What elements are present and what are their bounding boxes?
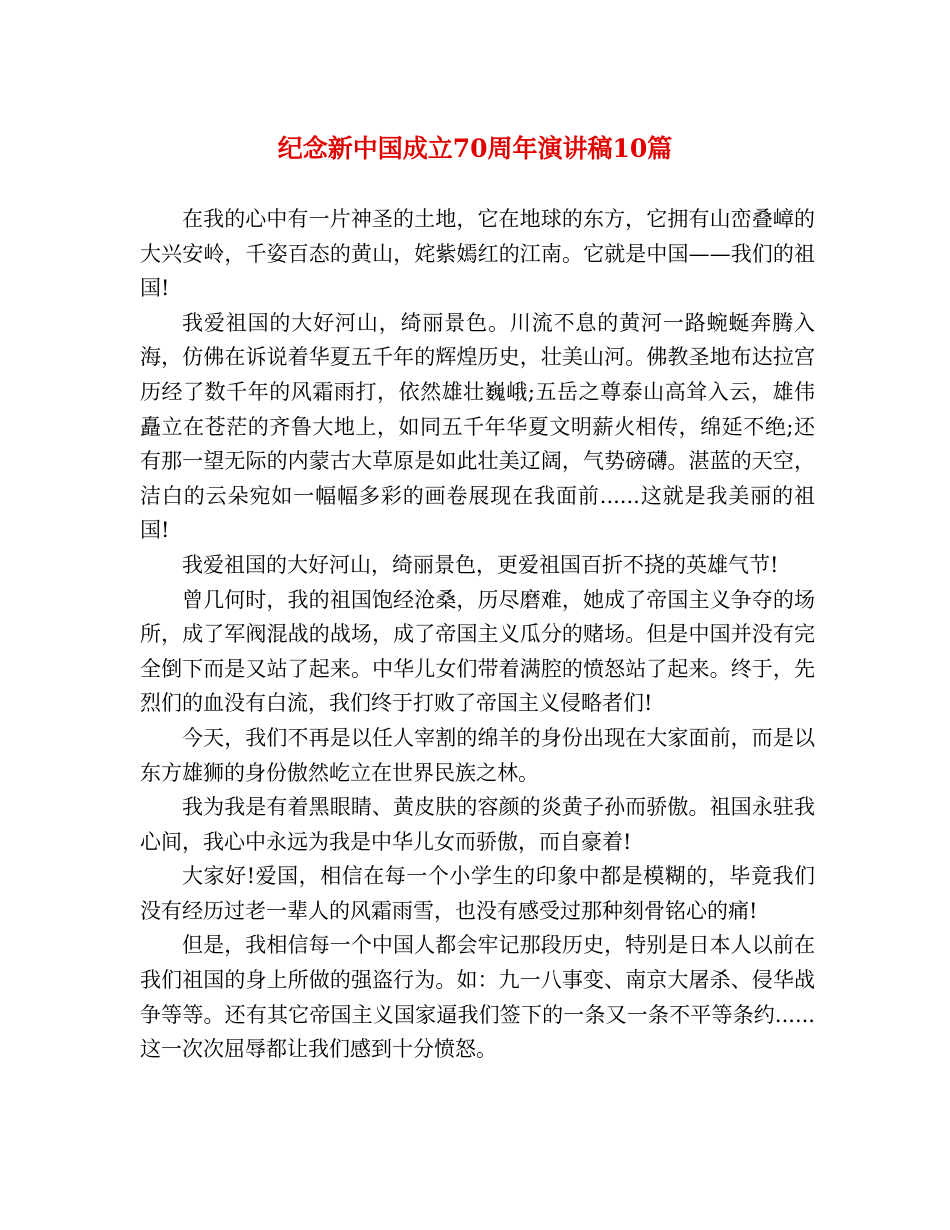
paragraph: 大家好!爱国，相信在每一个小学生的印象中都是模糊的，毕竟我们没有经历过老一辈人的风霜雨雪，也没有感受过那种刻骨铭心的痛!	[140, 864, 815, 923]
paragraph: 曾几何时，我的祖国饱经沧桑，历尽磨难，她成了帝国主义争夺的场所，成了军阀混战的战场，成了帝国主义瓜分的赌场。但是中国并没有完全倒下而是又站了起来。中华儿女们带着满腔的愤怒站了起来。终于，先烈们的血没有白流，我们终于打败了帝国主义侵略者们!	[140, 587, 815, 716]
paragraph: 我爱祖国的大好河山，绮丽景色，更爱祖国百折不挠的英雄气节!	[182, 552, 779, 577]
paragraph: 我爱祖国的大好河山，绮丽景色。川流不息的黄河一路蜿蜒奔腾入海，仿佛在诉说着华夏五千年的辉煌历史，壮美山河。佛教圣地布达拉宫历经了数千年的风霜雨打，依然雄壮巍峨;五岳之尊泰山高耸入云，雄伟矗立在苍茫的齐鲁大地上，如同五千年华夏文明薪火相传，绵延不绝;还有那一望无际的内蒙古大草原是如此壮美辽阔，气势磅礴。湛蓝的天空，洁白的云朵宛如一幅幅多彩的画卷展现在我面前......这就是我美丽的祖国!	[140, 310, 815, 543]
document-title: 纪念新中国成立70周年演讲稿10篇	[277, 134, 673, 163]
paragraph: 我为我是有着黑眼睛、黄皮肤的容颜的炎黄子孙而骄傲。祖国永驻我心间，我心中永远为我是中华儿女而骄傲，而自豪着!	[140, 795, 815, 854]
document-body	[140, 202, 815, 1067]
paragraph: 但是，我相信每一个中国人都会牢记那段历史，特别是日本人以前在我们祖国的身上所做的强盗行为。如：九一八事变、南京大屠杀、侵华战争等等。还有其它帝国主义国家逼我们签下的一条又一条不平等条约......这一次次屈辱都让我们感到十分愤怒。	[140, 933, 815, 1062]
paragraph: 在我的心中有一片神圣的土地，它在地球的东方，它拥有山峦叠嶂的大兴安岭，千姿百态的黄山，姹紫嫣红的江南。它就是中国——我们的祖国!	[140, 207, 815, 301]
paragraph: 今天，我们不再是以任人宰割的绵羊的身份出现在大家面前，而是以东方雄狮的身份傲然屹立在世界民族之林。	[140, 725, 815, 785]
